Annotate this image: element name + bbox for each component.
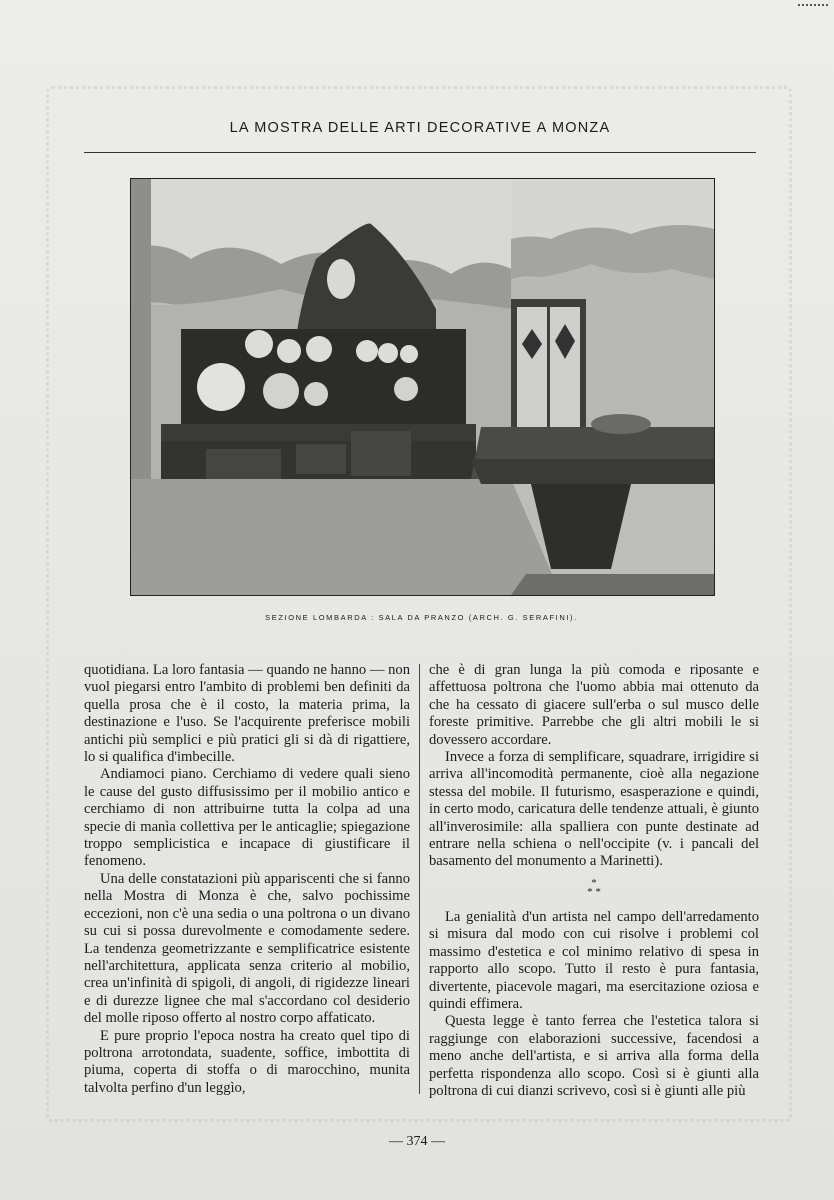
paragraph: Una delle constatazioni più appariscenti che si fanno nella Mostra di Monza è che, salvo pochissime eccezioni, non c'è una sedia o una poltrona o un divano su cui si possa durevolmente e comodamente sedere. La tendenza geometrizzante e semplificatrice esistente nell'architettura, applicata senza criterio al mobilio, crea un'infinità di spigoli, di angoli, di rigidezze lineari e di durezze lignee che mal s'accordano col desiderio del molle riposo offerto al nostro corpo affaticato. [84, 870, 410, 1027]
paragraph: Invece a forza di semplificare, squadrare, irrigidire si arriva all'incomodità permanente, cioè alla negazione stessa del mobile. Il futurismo, esasperazione e quindi, in certo modo, caricatura delle tendenze attuali, è giunto all'inverosimile: alla spalliera con punte destinate ad entrare nella schiena o nell'occipite (v. i pancali del basamento del monumento a Marinetti). [429, 749, 759, 870]
edge-mark [798, 4, 828, 10]
left-column [84, 662, 410, 1097]
header-rule [84, 152, 756, 153]
right-column [429, 662, 759, 1100]
photograph-illustration [131, 179, 714, 595]
separator-top-asterisk: * [591, 876, 597, 889]
page-number: — 374 — [389, 1134, 445, 1149]
paragraph: che è di gran lunga la più comoda e riposante e affettuosa poltrona che l'uomo abbia mai ottenuto da che ha cessato di giacere sull'erba o sul musco delle foreste primitive. Parrebbe che gli altri mobili le si dovessero accordare. [429, 662, 759, 748]
column-rule [419, 664, 420, 1094]
running-head: LA MOSTRA DELLE ARTI DECORATIVE A MONZA [229, 120, 611, 136]
paragraph: Questa legge è tanto ferrea che l'estetica talora si raggiunge con elaborazioni successive, facendosi a meno anche dell'artista, e si arriva alla forma della perfetta rispondenza allo scopo. Così si è giunti alla poltrona di cui dianzi scrivevo, così si è giunti alle più [429, 1013, 759, 1099]
separator-bottom-asterisks: * * [587, 885, 601, 898]
dining-room-photograph [130, 178, 715, 596]
paragraph: quotidiana. La loro fantasia — quando ne hanno — non vuol piegarsi entro l'ambito di problemi ben definiti da quella prosa che è il costo, la materia prima, la destinazione e l'uso. Se l'acquirente preferisce mobili antichi più semplici e più pratici gli si dà di rigattiere, lo si qualifica d'imbecille. [84, 662, 410, 766]
figure-caption: SEZIONE LOMBARDA : SALA DA PRANZO (ARCH. G. SERAFINI). [265, 613, 578, 622]
paragraph: E pure proprio l'epoca nostra ha creato quel tipo di poltrona arrotondata, suadente, soffice, imbottita di piuma, coperta di stoffa o di marocchino, munita talvolta perfino d'un leggìo, [84, 1027, 410, 1096]
paragraph: La genialità d'un artista nel campo dell'arredamento si misura dal modo con cui risolve i problemi col massimo d'estetica e col minimo relativo di spesa in rapporto allo scopo. Tutto il resto è pura fantasia, divertente, piacevole magari, ma esercitazione oziosa e quindi effimera. [429, 908, 759, 1012]
paragraph: Andiamoci piano. Cerchiamo di vedere quali sieno le cause del gusto diffusissimo per il mobilio antico e cerchiamo di non attribuirne tutta la colpa ad una specie di manìa collettiva per le anticaglie; spiegazione troppo semplicistica e incapace di giustificare il fenomeno. [84, 766, 410, 870]
section-separator [429, 876, 759, 898]
